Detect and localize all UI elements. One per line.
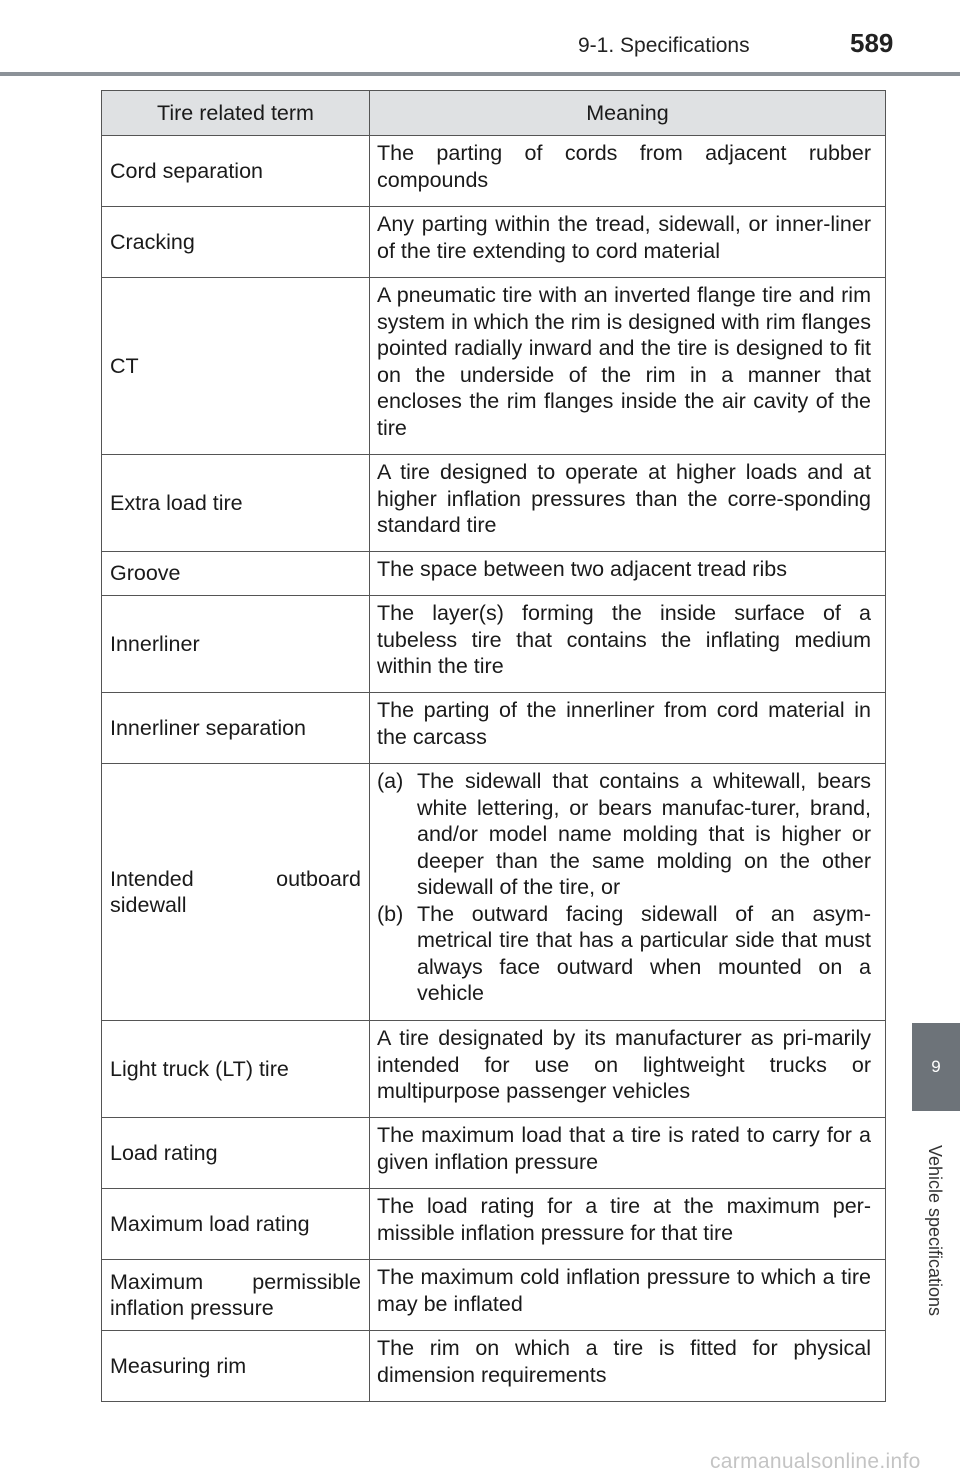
term-cell: Cracking [102, 207, 370, 278]
tire-terms-table [101, 90, 886, 1402]
table-row [102, 207, 886, 278]
meaning-cell: The maximum cold inflation pressure to which a tire may be inflated [370, 1260, 886, 1331]
table-row [102, 1189, 886, 1260]
table-row [102, 693, 886, 764]
table-row [102, 455, 886, 552]
list-text: The sidewall that contains a whitewall, bears white lettering, or bears manufac-turer, brand, and/or model name molding that is higher or deeper than the same molding on the other sidewall of the tire, or [417, 769, 871, 899]
term-cell: Groove [102, 552, 370, 596]
header-divider [0, 72, 960, 76]
meaning-cell: The layer(s) forming the inside surface of a tubeless tire that contains the inflating medium within the tire [370, 596, 886, 693]
table-row [102, 278, 886, 455]
term-cell: Extra load tire [102, 455, 370, 552]
term-cell: Innerliner [102, 596, 370, 693]
table-row [102, 764, 886, 1021]
meaning-cell: A tire designated by its manufacturer as pri-marily intended for use on lightweight trucks or multipurpose passenger vehicles [370, 1021, 886, 1118]
term-cell: Light truck (LT) tire [102, 1021, 370, 1118]
term-cell: Innerliner separation [102, 693, 370, 764]
meaning-cell: A tire designed to operate at higher loads and at higher inflation pressures than the corre-sponding standard tire [370, 455, 886, 552]
sidewall-definition-list [377, 768, 871, 1007]
meaning-cell: The space between two adjacent tread ribs [370, 552, 886, 596]
list-item [377, 768, 871, 901]
column-header-term: Tire related term [102, 91, 370, 136]
term-cell: Maximum permissible inflation pressure [102, 1260, 370, 1331]
table-row [102, 596, 886, 693]
meaning-cell: A pneumatic tire with an inverted flange tire and rim system in which the rim is designed with rim flanges pointed radially inward and the tire is designed to fit on the underside of the rim in a manner that encloses the rim flanges inside the air cavity of the tire [370, 278, 886, 455]
list-marker: (a) [377, 769, 404, 793]
watermark: carmanualsonline.info [710, 1450, 921, 1473]
term-cell: Intended outboard sidewall [102, 764, 370, 1021]
term-cell: Load rating [102, 1118, 370, 1189]
term-cell: Cord separation [102, 136, 370, 207]
chapter-tab[interactable]: 9 [912, 1023, 960, 1111]
chapter-title: Vehicle specifications [925, 1144, 946, 1316]
table-row [102, 552, 886, 596]
list-marker: (b) [377, 901, 404, 926]
meaning-cell: The parting of cords from adjacent rubber compounds [370, 136, 886, 207]
section-title: 9-1. Specifications [578, 34, 750, 57]
meaning-cell: The maximum load that a tire is rated to carry for a given inflation pressure [370, 1118, 886, 1189]
meaning-cell: The load rating for a tire at the maximum per-missible inflation pressure for that tire [370, 1189, 886, 1260]
meaning-cell: Any parting within the tread, sidewall, or inner-liner of the tire extending to cord material [370, 207, 886, 278]
meaning-cell: The rim on which a tire is fitted for physical dimension requirements [370, 1331, 886, 1402]
list-text: The outward facing sidewall of an asym-metrical tire that has a particular side that must always face outward when mounted on a vehicle [417, 901, 871, 1005]
list-item [377, 901, 871, 1007]
term-cell: Measuring rim [102, 1331, 370, 1402]
table-row [102, 136, 886, 207]
table-row [102, 1260, 886, 1331]
page-number: 589 [850, 28, 894, 58]
term-cell: CT [102, 278, 370, 455]
meaning-cell [370, 764, 886, 1021]
table-header-row [102, 91, 886, 136]
table-row [102, 1331, 886, 1402]
column-header-meaning: Meaning [370, 91, 886, 136]
meaning-cell: The parting of the innerliner from cord material in the carcass [370, 693, 886, 764]
table-row [102, 1021, 886, 1118]
term-cell: Maximum load rating [102, 1189, 370, 1260]
chapter-tab-label-wrap [910, 1120, 960, 1340]
table-row [102, 1118, 886, 1189]
